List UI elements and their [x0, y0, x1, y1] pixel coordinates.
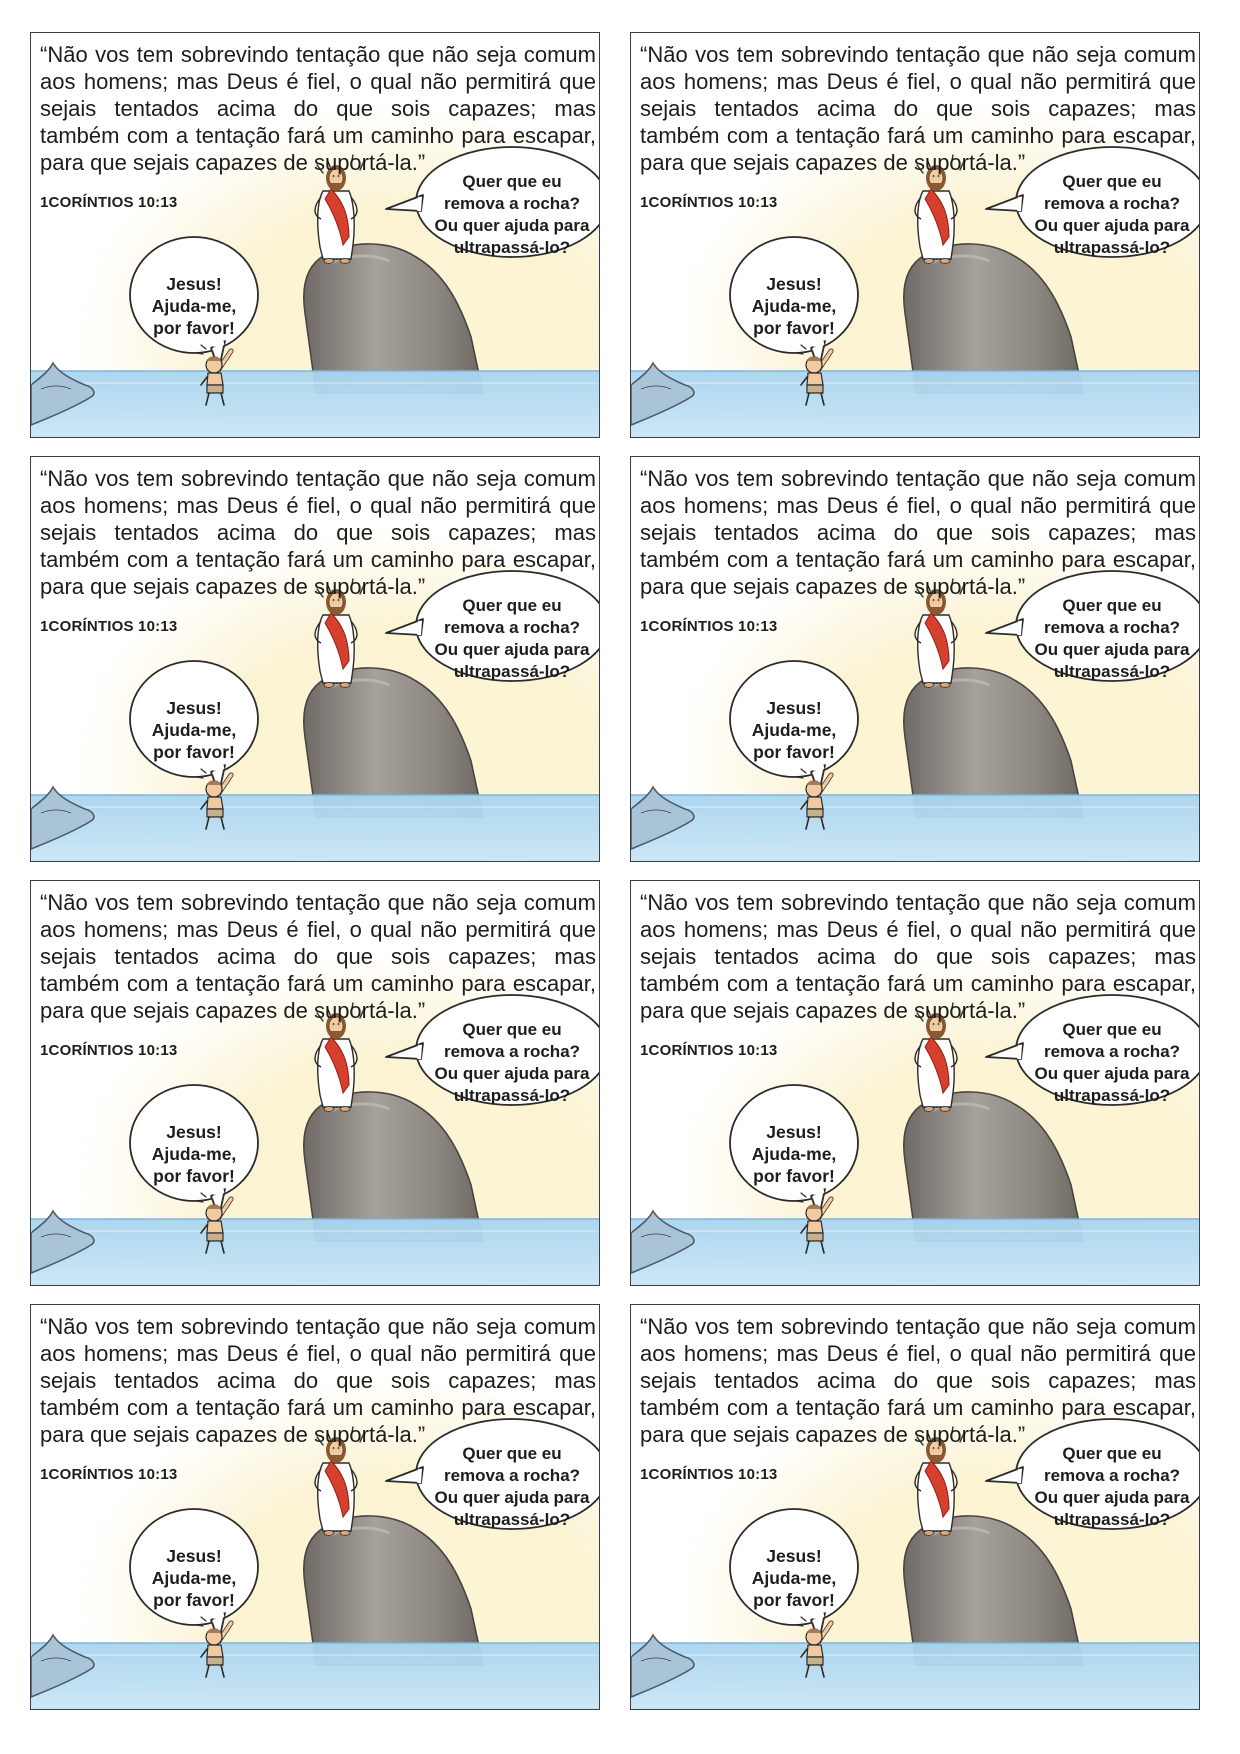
speech-line: Jesus!: [766, 1546, 822, 1566]
jesus-speech-bubble: [426, 595, 598, 683]
speech-line: remova a rocha?: [443, 194, 581, 213]
bible-verse-text: “Não vos tem sobrevindo tentação que não seja comum aos homens; mas Deus é fiel, o qual não permitirá que sejais tentados acima do que sois capazes; mas também com a tentação fará um caminho para escapar, para que sejais capazes de suportá-la.”: [640, 466, 1196, 599]
boy-speech-bubble: [736, 697, 852, 763]
boy-speech-bubble: [136, 273, 252, 339]
speech-line: Ou quer ajuda para: [1034, 640, 1190, 659]
speech-line: Ajuda-me,: [151, 1568, 237, 1588]
speech-line: ultrapassá-lo?: [1053, 662, 1171, 681]
speech-line: remova a rocha?: [1043, 1466, 1181, 1485]
speech-line: Quer que eu: [1062, 596, 1162, 615]
speech-line: ultrapassá-lo?: [453, 238, 571, 257]
comic-card-8: [630, 1304, 1200, 1710]
bible-verse-text: “Não vos tem sobrevindo tentação que não seja comum aos homens; mas Deus é fiel, o qual não permitirá que sejais tentados acima do que sois capazes; mas também com a tentação fará um caminho para escapar, para que sejais capazes de suportá-la.”: [640, 42, 1196, 175]
bible-verse-text: “Não vos tem sobrevindo tentação que não seja comum aos homens; mas Deus é fiel, o qual não permitirá que sejais tentados acima do que sois capazes; mas também com a tentação fará um caminho para escapar, para que sejais capazes de suportá-la.”: [40, 466, 596, 599]
speech-line: Quer que eu: [1062, 1444, 1162, 1463]
comic-card-5: [30, 880, 600, 1286]
jesus-speech-bubble: [1026, 595, 1198, 683]
speech-line: Ajuda-me,: [751, 720, 837, 740]
speech-line: Ajuda-me,: [751, 1568, 837, 1588]
speech-line: remova a rocha?: [443, 618, 581, 637]
speech-line: ultrapassá-lo?: [453, 662, 571, 681]
speech-line: remova a rocha?: [1043, 618, 1181, 637]
speech-line: Jesus!: [166, 698, 222, 718]
comic-card-7: [30, 1304, 600, 1710]
speech-line: ultrapassá-lo?: [1053, 1510, 1171, 1529]
speech-line: Ajuda-me,: [151, 296, 237, 316]
boy-speech-bubble: [736, 273, 852, 339]
speech-line: Ajuda-me,: [151, 720, 237, 740]
comic-card-3: [30, 456, 600, 862]
speech-line: Quer que eu: [462, 596, 562, 615]
verse-reference: 1CORÍNTIOS 10:13: [640, 1466, 778, 1483]
speech-line: Ou quer ajuda para: [1034, 216, 1190, 235]
boy-speech-bubble: [136, 1121, 252, 1187]
verse-reference: 1CORÍNTIOS 10:13: [40, 194, 178, 211]
comic-card-2: [630, 32, 1200, 438]
speech-line: ultrapassá-lo?: [453, 1086, 571, 1105]
speech-line: por favor!: [753, 1590, 835, 1610]
jesus-speech-bubble: [1026, 171, 1198, 259]
speech-line: Ou quer ajuda para: [434, 216, 590, 235]
verse-reference: 1CORÍNTIOS 10:13: [640, 618, 778, 635]
speech-line: por favor!: [753, 318, 835, 338]
comic-card-1: [30, 32, 600, 438]
speech-line: Ajuda-me,: [751, 296, 837, 316]
jesus-speech-bubble: [426, 1019, 598, 1107]
speech-line: por favor!: [153, 1590, 235, 1610]
boy-speech-bubble: [736, 1121, 852, 1187]
speech-line: remova a rocha?: [1043, 1042, 1181, 1061]
verse-reference: 1CORÍNTIOS 10:13: [640, 194, 778, 211]
speech-line: remova a rocha?: [443, 1042, 581, 1061]
speech-line: por favor!: [753, 742, 835, 762]
speech-line: Quer que eu: [462, 172, 562, 191]
verse-reference: 1CORÍNTIOS 10:13: [40, 1466, 178, 1483]
speech-line: remova a rocha?: [443, 1466, 581, 1485]
speech-line: Quer que eu: [462, 1020, 562, 1039]
jesus-speech-bubble: [426, 171, 598, 259]
boy-speech-bubble: [136, 1545, 252, 1611]
speech-line: Jesus!: [766, 274, 822, 294]
verse-reference: 1CORÍNTIOS 10:13: [640, 1042, 778, 1059]
speech-line: Jesus!: [166, 1122, 222, 1142]
speech-line: Jesus!: [166, 1546, 222, 1566]
speech-line: Jesus!: [766, 698, 822, 718]
bible-verse-text: “Não vos tem sobrevindo tentação que não seja comum aos homens; mas Deus é fiel, o qual não permitirá que sejais tentados acima do que sois capazes; mas também com a tentação fará um caminho para escapar, para que sejais capazes de suportá-la.”: [640, 1314, 1196, 1447]
speech-line: remova a rocha?: [1043, 194, 1181, 213]
bible-verse-text: “Não vos tem sobrevindo tentação que não seja comum aos homens; mas Deus é fiel, o qual não permitirá que sejais tentados acima do que sois capazes; mas também com a tentação fará um caminho para escapar, para que sejais capazes de suportá-la.”: [40, 42, 596, 175]
jesus-speech-bubble: [1026, 1019, 1198, 1107]
speech-line: Ajuda-me,: [751, 1144, 837, 1164]
speech-line: por favor!: [153, 1166, 235, 1186]
comic-card-4: [630, 456, 1200, 862]
speech-line: Jesus!: [166, 274, 222, 294]
speech-line: por favor!: [153, 318, 235, 338]
speech-line: Ou quer ajuda para: [434, 1488, 590, 1507]
speech-line: ultrapassá-lo?: [1053, 1086, 1171, 1105]
bible-verse-text: “Não vos tem sobrevindo tentação que não seja comum aos homens; mas Deus é fiel, o qual não permitirá que sejais tentados acima do que sois capazes; mas também com a tentação fará um caminho para escapar, para que sejais capazes de suportá-la.”: [40, 890, 596, 1023]
speech-line: Quer que eu: [462, 1444, 562, 1463]
jesus-speech-bubble: [426, 1443, 598, 1531]
speech-line: Ou quer ajuda para: [1034, 1064, 1190, 1083]
speech-line: Ou quer ajuda para: [434, 1064, 590, 1083]
verse-reference: 1CORÍNTIOS 10:13: [40, 618, 178, 635]
boy-speech-bubble: [136, 697, 252, 763]
comic-card-6: [630, 880, 1200, 1286]
speech-line: Ajuda-me,: [151, 1144, 237, 1164]
speech-line: Quer que eu: [1062, 1020, 1162, 1039]
bible-verse-text: “Não vos tem sobrevindo tentação que não seja comum aos homens; mas Deus é fiel, o qual não permitirá que sejais tentados acima do que sois capazes; mas também com a tentação fará um caminho para escapar, para que sejais capazes de suportá-la.”: [40, 1314, 596, 1447]
boy-speech-bubble: [736, 1545, 852, 1611]
speech-line: Jesus!: [766, 1122, 822, 1142]
speech-line: por favor!: [153, 742, 235, 762]
jesus-speech-bubble: [1026, 1443, 1198, 1531]
bible-verse-text: “Não vos tem sobrevindo tentação que não seja comum aos homens; mas Deus é fiel, o qual não permitirá que sejais tentados acima do que sois capazes; mas também com a tentação fará um caminho para escapar, para que sejais capazes de suportá-la.”: [640, 890, 1196, 1023]
speech-line: por favor!: [753, 1166, 835, 1186]
speech-line: Ou quer ajuda para: [434, 640, 590, 659]
speech-line: Quer que eu: [1062, 172, 1162, 191]
speech-line: ultrapassá-lo?: [1053, 238, 1171, 257]
speech-line: Ou quer ajuda para: [1034, 1488, 1190, 1507]
speech-line: ultrapassá-lo?: [453, 1510, 571, 1529]
verse-reference: 1CORÍNTIOS 10:13: [40, 1042, 178, 1059]
